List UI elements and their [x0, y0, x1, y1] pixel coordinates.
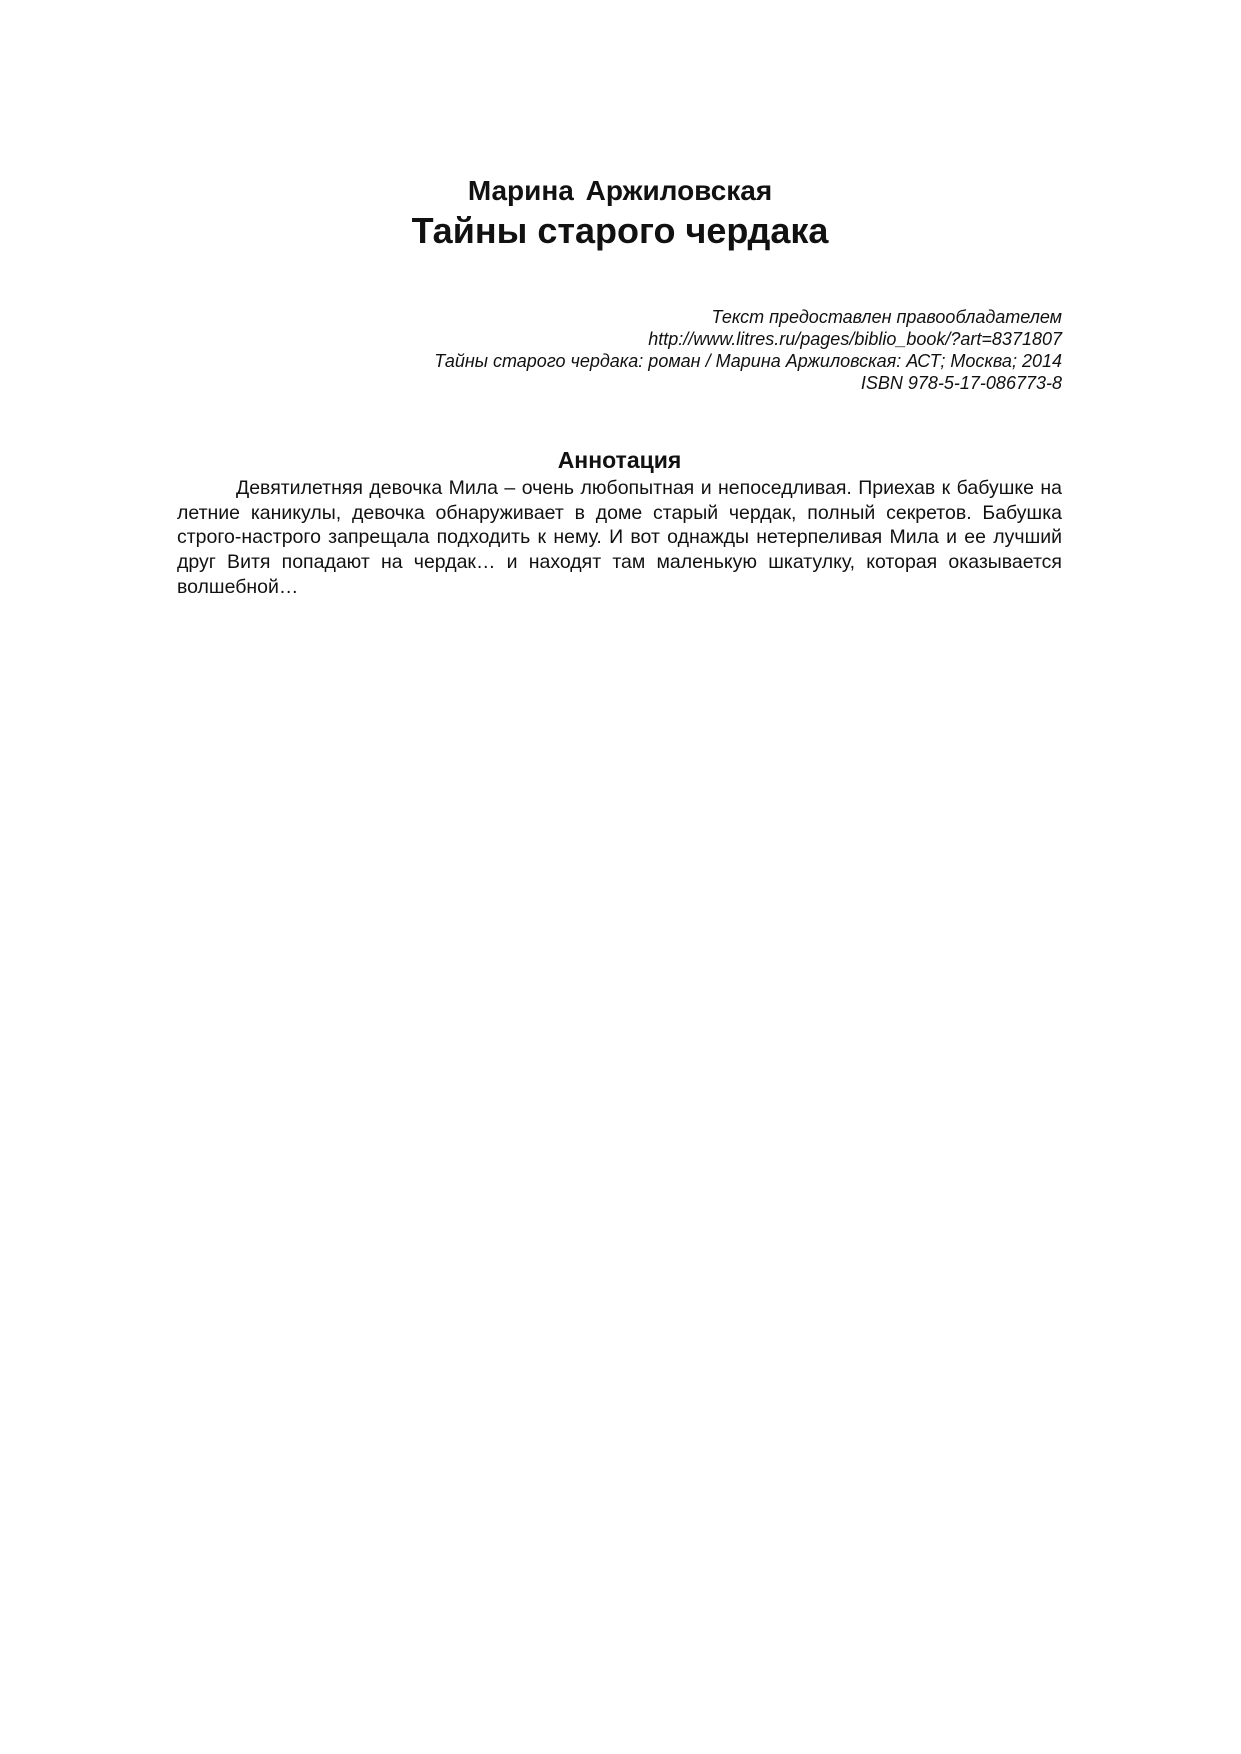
annotation-text: Девятилетняя девочка Мила – очень любопытная и непоседливая. Приехав к бабушке на летние каникулы, девочка обнаруживает в доме старый чердак, полный секретов. Бабушка строго-настрого запрещала подходить к нему. И вот однажды нетерпеливая Мила и ее лучший друг Витя попадают на чердак… и находят там маленькую шкатулку, которая оказывается волшебной… [177, 477, 1062, 598]
rights-holder-note: Текст предоставлен правообладателем [711, 307, 1062, 327]
annotation-heading: Аннотация [557, 447, 682, 473]
book-author: Марина Аржиловская [467, 175, 773, 206]
isbn: ISBN 978-5-17-086773-8 [860, 373, 1062, 393]
source-url: http://www.litres.ru/pages/biblio_book/?art=8371807 [648, 329, 1062, 349]
publication-info [300, 306, 1062, 394]
book-title: Тайны старого чердака [411, 210, 829, 251]
bibliographic-citation: Тайны старого чердака: роман / Марина Аржиловская: АСТ; Москва; 2014 [434, 351, 1062, 371]
